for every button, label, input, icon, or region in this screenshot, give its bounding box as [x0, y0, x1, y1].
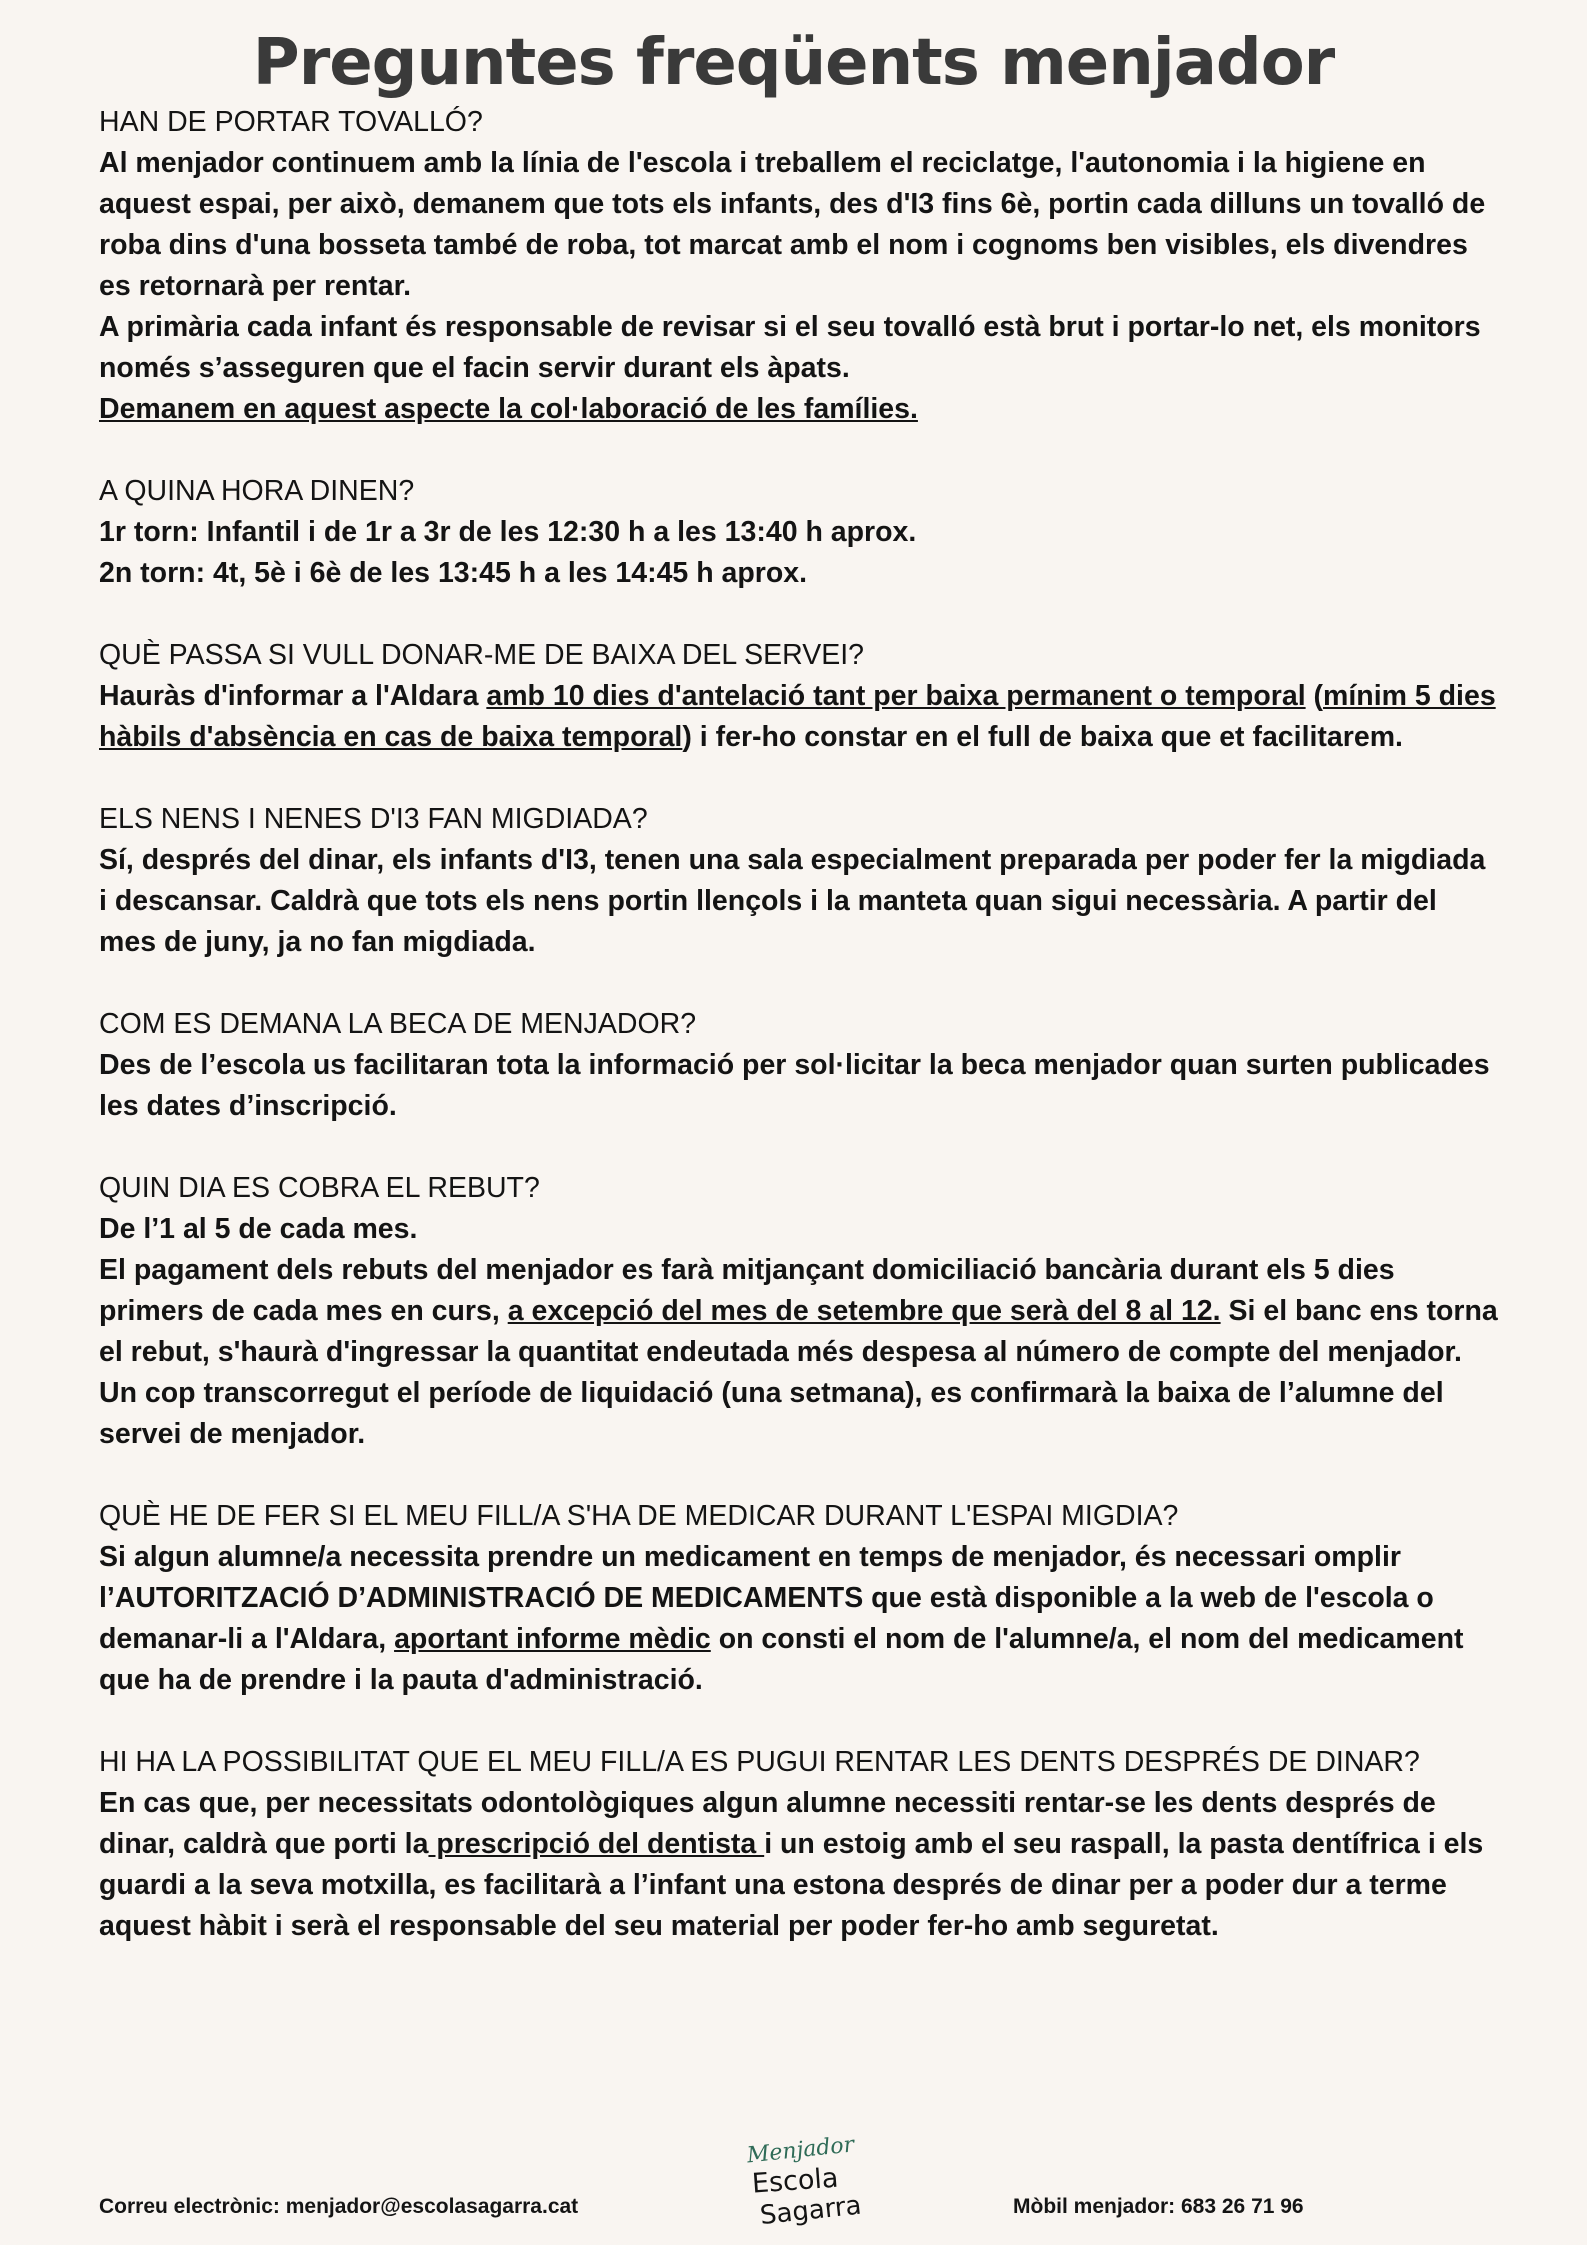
- faq-question: HAN DE PORTAR TOVALLÓ?: [99, 106, 483, 138]
- faq-answer: Des de l’escola us facilitaran tota la informació per sol·licitar la beca menjador quan surten publicades les dates d’inscripció.: [99, 1049, 1490, 1122]
- faq-section-scholarship: [99, 1004, 1499, 1127]
- faq-section-unsubscribe: [99, 635, 1499, 758]
- faq-question: QUÈ HE DE FER SI EL MEU FILL/A S'HA DE MEDICAR DURANT L'ESPAI MIGDIA?: [99, 1500, 1179, 1532]
- logo-text-menjador: Menjador: [745, 2132, 856, 2169]
- faq-section-teeth: [99, 1742, 1499, 1947]
- faq-question: A QUINA HORA DINEN?: [99, 475, 415, 507]
- faq-section-medication: [99, 1496, 1499, 1701]
- faq-answer: 1r torn: Infantil i de 1r a 3r de les 12:30 h a les 13:40 h aprox.: [99, 516, 917, 548]
- faq-answer: 2n torn: 4t, 5è i 6è de les 13:45 h a les 14:45 h aprox.: [99, 557, 808, 589]
- underlined-text: a excepció del mes de setembre que serà del 8 al 12.: [507, 1295, 1221, 1327]
- faq-answer: En cas que, per necessitats odontològiques algun alumne necessiti rentar-se les dents després de dinar, caldrà que porti la prescripció del dentista i un estoig amb el seu raspall, la pasta dentífrica i els guardi a la seva motxilla, es facilitarà a l’infant una estona després de dinar per a poder dur a terme aquest hàbit i serà el responsable del seu material per poder fer-ho amb seguretat.: [99, 1787, 1484, 1942]
- underlined-text: aportant informe mèdic: [394, 1623, 711, 1655]
- faq-answer: De l’1 al 5 de cada mes.: [99, 1213, 418, 1245]
- faq-question: HI HA LA POSSIBILITAT QUE EL MEU FILL/A ES PUGUI RENTAR LES DENTS DESPRÉS DE DINAR?: [99, 1746, 1420, 1778]
- faq-section-payment: [99, 1168, 1499, 1455]
- faq-answer: [99, 389, 1499, 430]
- faq-answer: Hauràs d'informar a l'Aldara amb 10 dies d'antelació tant per baixa permanent o temporal (mínim 5 dies hàbils d'absència en cas de baixa temporal) i fer-ho constar en el full de baixa que et facilitarem.: [99, 680, 1496, 753]
- underlined-text: Demanem en aquest aspecte la col·laboració de les famílies.: [99, 393, 918, 425]
- faq-section-napkin: [99, 102, 1499, 430]
- faq-section-nap: [99, 799, 1499, 963]
- faq-answer: Un cop transcorregut el període de liquidació (una setmana), es confirmarà la baixa de l’alumne del servei de menjador.: [99, 1377, 1444, 1450]
- faq-question: COM ES DEMANA LA BECA DE MENJADOR?: [99, 1008, 697, 1040]
- faq-section-lunch-time: [99, 471, 1499, 594]
- faq-answer: El pagament dels rebuts del menjador es farà mitjançant domiciliació bancària durant els 5 dies primers de cada mes en curs, a excepció del mes de setembre que serà del 8 al 12. Si el banc ens torna el rebut, s'haurà d'ingressar la quantitat endeutada més despesa al número de compte del menjador.: [99, 1254, 1498, 1368]
- faq-answer: Al menjador continuem amb la línia de l'escola i treballem el reciclatge, l'autonomia i la higiene en aquest espai, per això, demanem que tots els infants, des d'I3 fins 6è, portin cada dilluns un tovalló de roba dins d'una bosseta també de roba, tot marcat amb el nom i cognoms ben visibles, els divendres es retornarà per rentar.: [99, 147, 1486, 302]
- logo-text-sagarra: Sagarra: [758, 2190, 863, 2232]
- faq-question: ELS NENS I NENES D'I3 FAN MIGDIADA?: [99, 803, 648, 835]
- faq-content: [99, 102, 1499, 1988]
- underlined-text: amb 10 dies d'antelació tant per baixa permanent o temporal: [486, 680, 1306, 712]
- underlined-text: prescripció del dentista: [428, 1828, 765, 1860]
- faq-answer: Sí, després del dinar, els infants d'I3, tenen una sala especialment preparada per poder fer la migdiada i descansar. Caldrà que tots els nens portin llençols i la manteta quan sigui necessària. A partir del mes de juny, ja no fan migdiada.: [99, 844, 1486, 958]
- footer-phone: Mòbil menjador: 683 26 71 96: [1013, 2195, 1304, 2218]
- underlined-text: mínim 5 dies hàbils d'absència en cas de baixa temporal: [99, 680, 1496, 753]
- footer-email: Correu electrònic: menjador@escolasagarra.cat: [99, 2195, 579, 2218]
- faq-question: QUÈ PASSA SI VULL DONAR-ME DE BAIXA DEL SERVEI?: [99, 639, 865, 671]
- faq-question: QUIN DIA ES COBRA EL REBUT?: [99, 1172, 540, 1204]
- menjador-logo: [730, 2128, 870, 2238]
- faq-answer: Si algun alumne/a necessita prendre un medicament en temps de menjador, és necessari omplir l’AUTORITZACIÓ D’ADMINISTRACIÓ DE MEDICAMENTS que està disponible a la web de l'escola o demanar-li a l'Aldara, aportant informe mèdic on consti el nom de l'alumne/a, el nom del medicament que ha de prendre i la pauta d'administració.: [99, 1541, 1464, 1696]
- faq-answer: A primària cada infant és responsable de revisar si el seu tovalló està brut i portar-lo net, els monitors només s’asseguren que el facin servir durant els àpats.: [99, 311, 1481, 384]
- page-title: Preguntes freqüents menjador: [252, 26, 1335, 100]
- logo-text-escola: Escola: [750, 2162, 840, 2200]
